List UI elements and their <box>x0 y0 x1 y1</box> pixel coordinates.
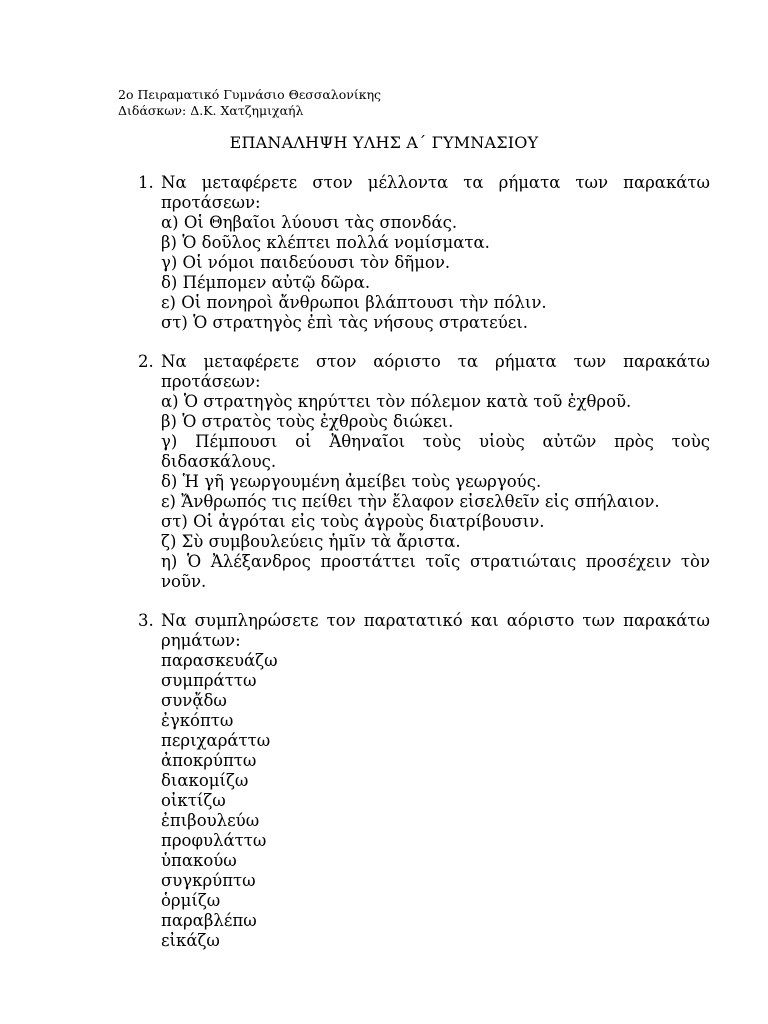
exercise-number: 1. <box>138 173 154 192</box>
exercise-1 <box>138 173 710 333</box>
exercise-item: γ) Πέμπουσι οἱ Ἀθηναῖοι τοὺς υἱοὺς αὐτῶν πρὸς τοὺς διδασκάλους. <box>161 432 710 471</box>
exercise-item: β) Ὁ στρατὸς τοὺς ἐχθροὺς διώκει. <box>161 412 454 431</box>
verb-item: εἰκάζω <box>161 931 220 950</box>
exercise-instruction: Να συμπληρώσετε τον παρατατικό και αόριστο των παρακάτω ρημάτων: <box>161 611 710 650</box>
verb-item: προφυλάττω <box>161 831 267 850</box>
exercise-3 <box>138 611 710 951</box>
verb-item: συμπράττω <box>161 671 257 690</box>
verb-item: διακομίζω <box>161 771 249 790</box>
teacher-name: Διδάσκων: Δ.Κ. Χατζημιχαήλ <box>118 103 304 118</box>
verb-item: ἐπιβουλεύω <box>161 811 260 830</box>
verb-item: συγκρύπτω <box>161 871 256 890</box>
exercise-2 <box>138 352 710 592</box>
exercise-item: η) Ὁ Ἀλέξανδρος προστάττει τοῖς στρατιώταις προσέχειν τὸν νοῦν. <box>161 552 710 591</box>
exercise-item: δ) Πέμπομεν αὐτῷ δῶρα. <box>161 273 371 292</box>
document-title: ΕΠΑΝΑΛΗΨΗ ΥΛΗΣ Α΄ ΓΥΜΝΑΣΙΟΥ <box>229 133 539 152</box>
verb-item: συνᾄδω <box>161 691 227 710</box>
exercise-instruction: Να μεταφέρετε στον αόριστο τα ρήματα των παρακάτω προτάσεων: <box>161 352 710 391</box>
exercise-number: 2. <box>138 352 154 371</box>
exercise-item: ε) Ἄνθρωπός τις πείθει τὴν ἔλαφον εἰσελθεῖν εἰς σπήλαιον. <box>161 492 660 511</box>
verb-item: ὁρμίζω <box>161 891 221 910</box>
exercise-item: ζ) Σὺ συμβουλεύεις ἡμῖν τὰ ἄριστα. <box>161 532 461 551</box>
school-name: 2ο Πειραματικό Γυμνάσιο Θεσσαλονίκης <box>118 87 382 102</box>
exercise-item: ε) Οἱ πονηροὶ ἄνθρωποι βλάπτουσι τὴν πόλιν. <box>161 293 547 312</box>
verb-item: ὑπακούω <box>161 851 237 870</box>
exercise-number: 3. <box>138 611 154 630</box>
verb-item: περιχαράττω <box>161 731 271 750</box>
exercise-item: δ) Ἡ γῆ γεωργουμένη ἀμείβει τοὺς γεωργούς. <box>161 472 542 491</box>
verb-item: παραβλέπω <box>161 911 257 930</box>
verb-item: ἐγκόπτω <box>161 711 234 730</box>
exercise-instruction: Να μεταφέρετε στον μέλλοντα τα ρήματα των παρακάτω προτάσεων: <box>161 173 710 212</box>
exercise-item: β) Ὁ δοῦλος κλέπτει πολλά νομίσματα. <box>161 233 490 252</box>
document-header <box>118 87 381 119</box>
exercise-item: στ) Ὁ στρατηγὸς ἐπὶ τὰς νήσους στρατεύει. <box>161 313 529 332</box>
exercise-item: γ) Οἱ νόμοι παιδεύουσι τὸν δῆμον. <box>161 253 451 272</box>
exercise-item: α) Ὁ στρατηγὸς κηρύττει τὸν πόλεμον κατὰ τοῦ ἐχθροῦ. <box>161 392 632 411</box>
exercise-item: α) Οἱ Θηβαῖοι λύουσι τὰς σπονδάς. <box>161 213 458 232</box>
verb-item: οἰκτίζω <box>161 791 226 810</box>
exercise-item: στ) Οἱ ἀγρόται εἰς τοὺς ἀγροὺς διατρίβουσιν. <box>161 512 545 531</box>
verb-item: ἀποκρύπτω <box>161 751 257 770</box>
verb-item: παρασκευάζω <box>161 651 278 670</box>
